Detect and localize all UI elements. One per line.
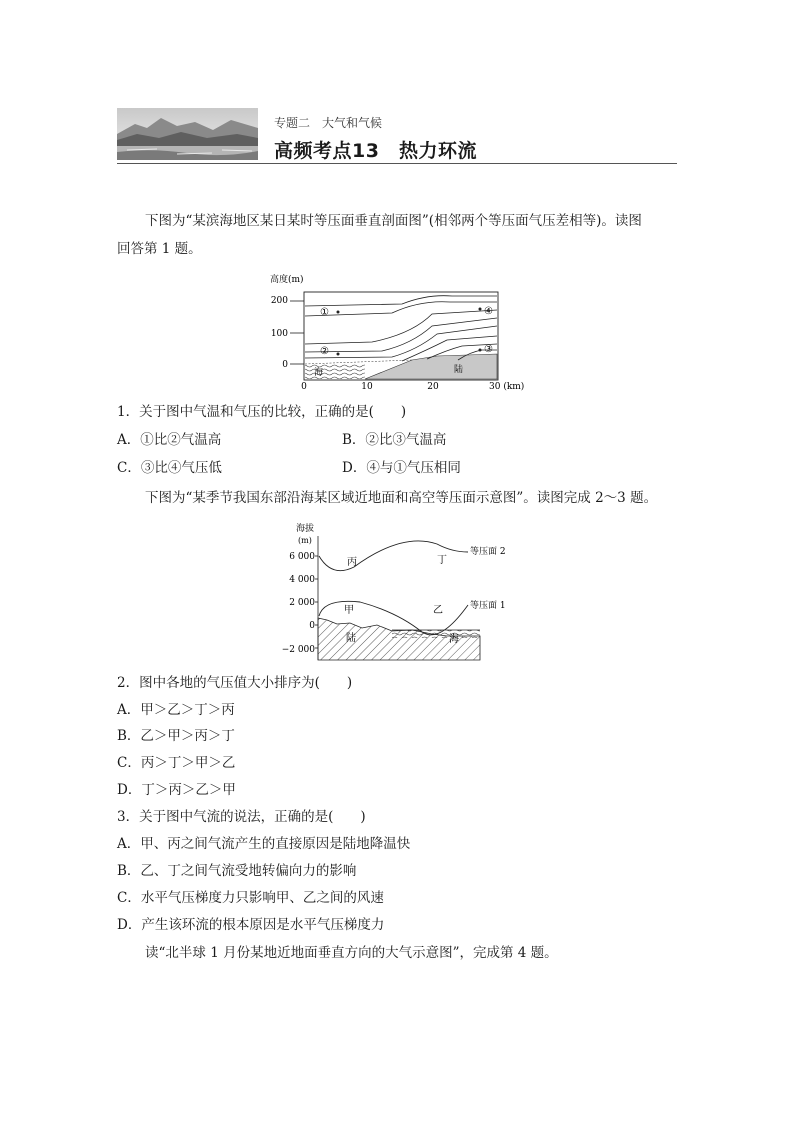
label-yi: 乙	[433, 605, 443, 616]
q1-stem: 1．关于图中气温和气压的比较，正确的是( )	[117, 404, 407, 420]
q3-option-b: B．乙、丁之间气流受地转偏向力的影响	[117, 863, 357, 879]
q2-option-b: B．乙＞甲＞丙＞丁	[117, 728, 235, 744]
header-landscape-image	[117, 108, 258, 160]
fig2-yunit: (m)	[298, 536, 312, 545]
point-2-label: ②	[320, 346, 329, 357]
q2-option-a: A．甲＞乙＞丁＞丙	[117, 702, 235, 718]
intro3-text: 读“北半球 1 月份某地近地面垂直方向的大气示意图”，完成第 4 题。	[145, 945, 558, 961]
figure2-isobaric-surfaces	[282, 520, 522, 662]
breadcrumb: 专题二 大气和气候	[274, 116, 383, 130]
label-jia: 甲	[344, 605, 354, 616]
fig2-ytick: 4 000	[289, 575, 315, 585]
intro2-text: 下图为“某季节我国东部沿海某区域近地面和高空等压面示意图”。读图完成 2～3 题。	[145, 490, 658, 506]
fig1-xtick: 30 (km)	[489, 382, 525, 392]
q1-option-a: A．①比②气温高	[117, 432, 222, 448]
q2-stem: 2．图中各地的气压值大小排序为( )	[117, 675, 353, 691]
q3-stem: 3．关于图中气流的说法，正确的是( )	[117, 809, 366, 825]
q3-option-a: A．甲、丙之间气流产生的直接原因是陆地降温快	[117, 836, 411, 852]
figure1-isobar-profile	[262, 268, 532, 394]
label-bing: 丙	[347, 557, 357, 568]
fig2-land-label: 陆	[346, 633, 356, 644]
q2-option-d: D．丁＞丙＞乙＞甲	[117, 782, 236, 798]
fig1-xtick: 20	[427, 382, 439, 392]
fig1-land-area	[365, 354, 497, 379]
point-3-marker	[479, 349, 482, 352]
fig1-ytick: 100	[270, 329, 288, 339]
fig2-ylabel: 海拔	[296, 524, 315, 534]
q1-option-c: C．③比④气压低	[117, 460, 222, 476]
label-ding: 丁	[437, 555, 447, 566]
fig1-isobars	[305, 296, 497, 361]
point-4-label: ④	[484, 306, 493, 317]
page-title: 高频考点13 热力环流	[274, 140, 477, 162]
fig1-xtick: 0	[301, 382, 307, 392]
q3-option-d: D．产生该环流的根本原因是水平气压梯度力	[117, 917, 385, 933]
intro1-line2: 回答第 1 题。	[117, 241, 202, 257]
point-4-marker	[479, 308, 482, 311]
fig2-ytick: 6 000	[289, 552, 315, 562]
fig1-ytick: 200	[270, 296, 288, 306]
point-2-marker	[337, 353, 340, 356]
fig2-ytick: −2 000	[282, 645, 315, 655]
q1-option-d: D．④与①气压相同	[342, 460, 461, 476]
q1-option-b: B．②比③气温高	[342, 432, 447, 448]
point-3-label: ③	[484, 344, 493, 355]
q2-option-c: C．丙＞丁＞甲＞乙	[117, 755, 236, 771]
fig1-land-label: 陆	[454, 365, 464, 375]
point-1-label: ①	[320, 307, 329, 318]
header-divider	[117, 163, 677, 164]
label-surface-1: 等压面 1	[470, 601, 506, 611]
fig2-sea-label: 海	[449, 634, 459, 645]
fig2-ytick: 0	[309, 621, 315, 631]
fig2-ytick: 2 000	[289, 598, 315, 608]
q3-option-c: C．水平气压梯度力只影响甲、乙之间的风速	[117, 890, 384, 906]
fig1-ytick: 0	[282, 360, 288, 370]
intro1-line1: 下图为“某滨海地区某日某时等压面垂直剖面图”(相邻两个等压面气压差相等)。读图	[145, 213, 642, 229]
fig1-ylabel: 高度(m)	[270, 275, 304, 285]
label-surface-2: 等压面 2	[470, 547, 506, 557]
fig1-xtick: 10	[361, 382, 373, 392]
point-1-marker	[337, 311, 340, 314]
fig1-sea-label: 海	[314, 368, 324, 378]
